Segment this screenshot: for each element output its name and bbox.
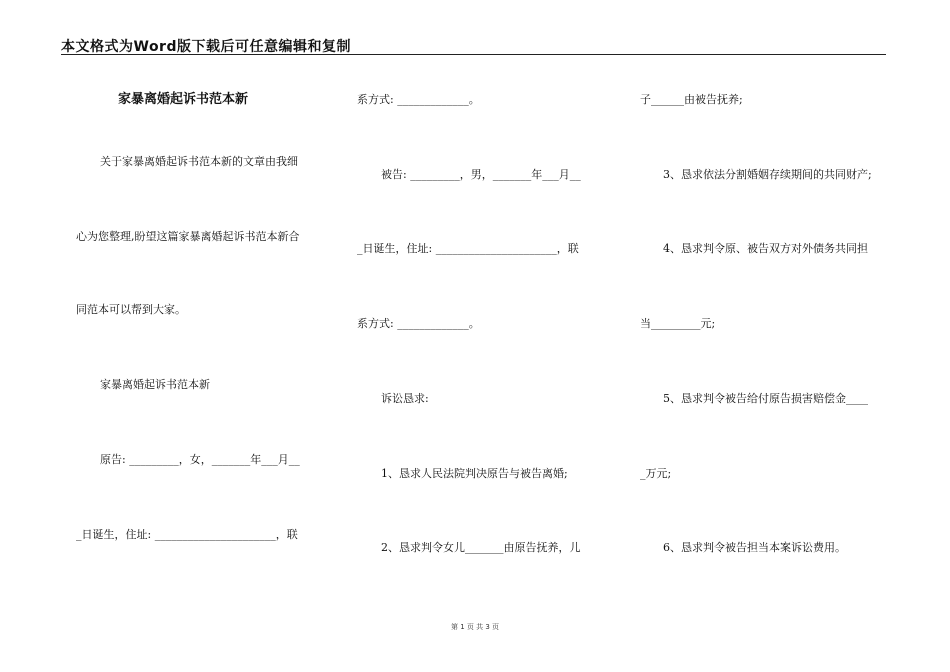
document-title: 家暴离婚起诉书范本新 xyxy=(118,92,249,107)
claim-item: 5、恳求判令被告给付原告损害赔偿金____ xyxy=(663,392,868,405)
plaintiff-line: 原告: _________，女，_______年___月__ xyxy=(100,453,300,466)
claim-item: 3、恳求依法分割婚姻存续期间的共同财产; xyxy=(663,168,872,181)
body-line: 同范本可以帮到大家。 xyxy=(76,303,186,316)
claim-item: 2、恳求判令女儿_______由原告抚养，儿 xyxy=(381,541,581,554)
defendant-line: 被告: _________，男，_______年___月__ xyxy=(381,168,581,181)
body-line: 心为您整理,盼望这篇家暴离婚起诉书范本新合 xyxy=(76,230,300,243)
section-heading: 家暴离婚起诉书范本新 xyxy=(100,378,210,391)
header-divider xyxy=(61,54,886,55)
contact-line: 系方式: _____________。 xyxy=(357,93,480,106)
document-header: 本文格式为Word版下载后可任意编辑和复制 xyxy=(61,39,351,55)
claims-heading: 诉讼恳求: xyxy=(381,392,429,405)
claim-item: 1、恳求人民法院判决原告与被告离婚; xyxy=(381,467,568,480)
page-number: 第 1 页 共 3 页 xyxy=(450,623,500,631)
claim-item: 4、恳求判令原、被告双方对外债务共同担 xyxy=(663,242,868,255)
claim-item-continued: 子______由被告抚养; xyxy=(640,93,743,106)
claim-item: 6、恳求判令被告担当本案诉讼费用。 xyxy=(663,541,846,554)
body-line: 关于家暴离婚起诉书范本新的文章由我细 xyxy=(100,155,298,168)
contact-line: 系方式: _____________。 xyxy=(357,317,480,330)
claim-item-continued: 当_________元; xyxy=(640,317,716,330)
plaintiff-address-line: _日诞生，住址: ______________________，联 xyxy=(76,528,298,541)
claim-item-continued: _万元; xyxy=(640,467,672,480)
defendant-address-line: _日诞生，住址: ______________________，联 xyxy=(357,242,579,255)
